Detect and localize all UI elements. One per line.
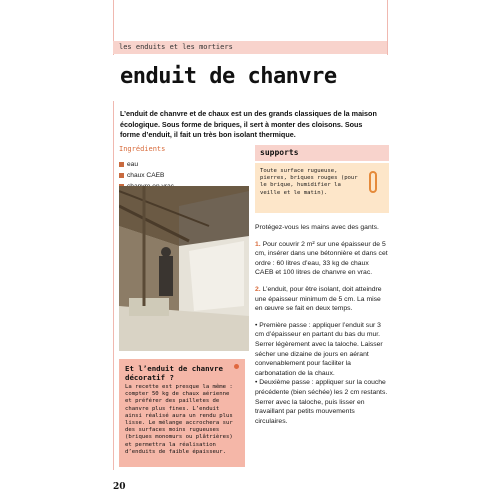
first-pass: • Première passe : appliquer l’enduit sur 3 cm d’épaisseur en partant du bas du mur. Serrer légèrement avec la taloche. Laisser sécher une dizaine de jours en aérant convenablement pour faciliter la carbonatation de la chaux. [255, 321, 383, 377]
tip-body: La recette est presque la même : compter 50 kg de chaux aérienne et préférer des pailletes de chanvre plus fines. L’enduit ainsi réalisé aura un rendu plus lisse. Le mélange accrochera sur des surfaces moins rugueuses (briques monomurs ou plâtrières) et permettra la réalisation d’enduits de faible épaisseur. [125, 384, 233, 455]
ingredient-item: chaux CAEB [119, 170, 242, 181]
step-2: 2. L’enduit, pour être isolant, doit atteindre une épaisseur minimum de 5 cm. La mise en œuvre se fait en deux temps. [255, 285, 382, 313]
step-number: 2. [255, 285, 261, 293]
ingredient-item: eau [119, 159, 242, 170]
tip-marker-icon [234, 364, 239, 369]
paperclip-icon [369, 171, 377, 193]
ingredients-block [119, 145, 242, 192]
instructions-column [255, 145, 389, 433]
tip-box [119, 359, 245, 467]
page-number: 20 [113, 482, 126, 492]
protect-note: Protégez-vous les mains avec des gants. [255, 224, 379, 231]
second-pass: • Deuxième passe : appliquer sur la couche précédente (bien séchée) les 2 cm restants. Serrer avec la taloche, puis lisser en travaillant par petits mouvements circulaires. [255, 379, 388, 425]
supports-heading: supports [255, 145, 389, 161]
ingredients-heading: Ingrédients [119, 145, 166, 153]
photo-icon [119, 186, 249, 351]
tip-title: Et l’enduit de chanvre décoratif ? [125, 364, 223, 382]
attic-plastering-photo [119, 186, 249, 351]
supports-box [255, 163, 389, 213]
section-header: les enduits et les mortiers [113, 41, 387, 54]
bullet-square-icon [119, 173, 124, 178]
intro-paragraph: L’enduit de chanvre et de chaux est un des grands classiques de la maison écologique. Sous forme de briques, il sert à monter des cloisons. Sous forme d’enduit, il fait un très bon isolant thermique. [120, 109, 377, 139]
margin-line-right [387, 0, 388, 60]
page-title: enduit de chanvre [120, 64, 337, 89]
supports-text: Toute surface rugueuse, pierres, briques rouges (pour le brique, humidifier la veille et le matin). [260, 168, 358, 196]
steps-text [255, 223, 389, 426]
step-number: 1. [255, 240, 261, 248]
bullet-square-icon [119, 162, 124, 167]
step-1: 1. Pour couvrir 2 m² sur une épaisseur de 5 cm, insérer dans une bétonnière et dans cet ordre : 60 litres d’eau, 33 kg de chaux CAEB et 100 litres de chanvre en vrac. [255, 240, 388, 277]
